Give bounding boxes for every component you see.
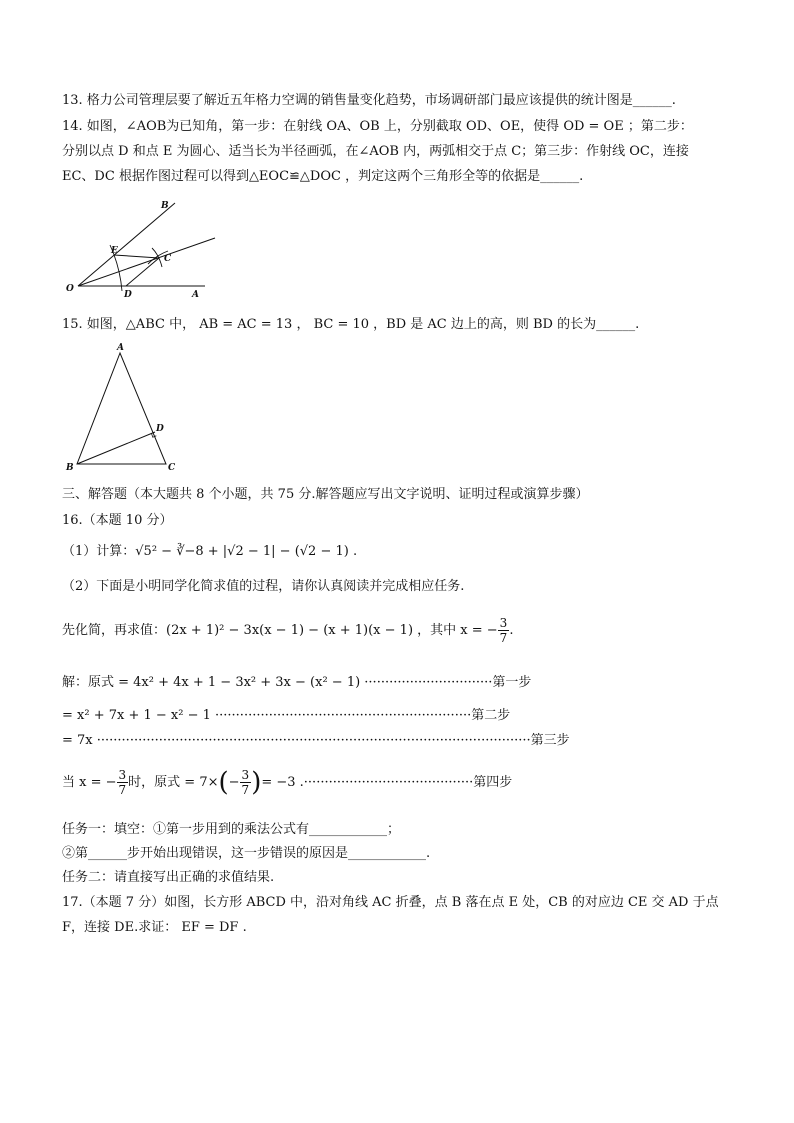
segment-ec [114, 255, 159, 258]
simplify-instruction [62, 616, 513, 645]
triangle-abc-figure [60, 340, 185, 475]
label-b: B [161, 201, 169, 211]
fraction-neg-3-7 [117, 768, 129, 797]
question-14-line-1: 14. 如图，∠AOB为已知角，第一步：在射线 OA、OB 上，分别截取 OD、OE，使得 OD = OE ；第二步： [62, 119, 693, 134]
simplify-end: . [509, 623, 514, 638]
task-1: 任务一：填空：①第一步用到的乘法公式有____________； [62, 822, 401, 837]
question-13: 13. 格力公司管理层要了解近五年格力空调的销售量变化趋势，市场调研部门最应该提供的统计图是______. [62, 93, 676, 108]
fraction-denominator: 7 [499, 631, 508, 645]
simplify-text: 先化简，再求值：(2x + 1)² − 3x(x − 1) − (x + 1)(x − 1) ，其中 x = − [62, 623, 498, 638]
solution-step-3: = 7x ·········································································································第三步 [62, 733, 570, 748]
label-e: E [111, 246, 118, 256]
label-a: A [117, 343, 124, 353]
solution-step-1: 解：原式 = 4x² + 4x + 1 − 3x² + 3x − (x² − 1) ·······························第一步 [62, 675, 532, 690]
label-d: D [156, 424, 164, 434]
step-4-text-a: 当 x = − [62, 775, 117, 790]
fraction-numerator: 3 [499, 616, 508, 630]
task-2: 任务二：请直接写出正确的求值结果. [62, 870, 275, 885]
triangle-abc [77, 353, 166, 464]
label-a: A [192, 290, 199, 300]
question-17-line-1: 17.（本题 7 分）如图，长方形 ABCD 中，沿对角线 AC 折叠，点 B 落在点 E 处，CB 的对应边 CE 交 AD 于点 [62, 895, 719, 910]
question-17-line-2: F，连接 DE.求证： EF = DF . [62, 920, 247, 935]
task-1-continued: ②第______步开始出现错误，这一步错误的原因是____________. [62, 846, 431, 861]
ray-oc [78, 238, 215, 286]
segment-dc [126, 258, 159, 286]
label-d: D [124, 290, 132, 300]
fraction-denominator: 7 [118, 783, 127, 797]
solution-step-2: = x² + 7x + 1 − x² − 1 ······························································第二步 [62, 708, 511, 723]
label-c: C [168, 463, 176, 473]
fraction-neg-3-7 [498, 616, 510, 645]
fraction-numerator: 3 [118, 768, 127, 782]
question-15: 15. 如图，△ABC 中， AB = AC = 13 ， BC = 10 ，BD 是 AC 边上的高，则 BD 的长为______. [62, 317, 640, 332]
ray-ob [78, 203, 175, 286]
label-c: C [164, 254, 172, 264]
question-14-line-3: EC、DC 根据作图过程可以得到△EOC≌△DOC ，判定这两个三角形全等的依据是______. [62, 169, 584, 184]
label-b: B [66, 463, 74, 473]
altitude-bd [77, 432, 155, 464]
fraction-numerator: 3 [241, 768, 250, 782]
angle-bisector-figure [60, 195, 225, 305]
fraction-denominator: 7 [241, 783, 250, 797]
section-3-heading: 三、解答题（本大题共 8 个小题，共 75 分.解答题应写出文字说明、证明过程或演算步骤） [62, 487, 589, 502]
question-16-part-2: （2）下面是小明同学化简求值的过程，请你认真阅读并完成相应任务. [62, 579, 465, 594]
fraction-neg-3-7 [240, 768, 252, 797]
step-4-text-c: = −3 .·········································第四步 [261, 775, 513, 790]
solution-step-4: 当 x = − $\frac{3}{7}$ 时，原式 = 7×(− $\frac{3}{7}$ )= −3 .·········································第四步 [62, 767, 513, 798]
step-4-text-b: 时，原式 = 7× [128, 775, 219, 790]
question-16-header: 16.（本题 10 分） [62, 513, 173, 528]
label-o: O [66, 284, 74, 294]
question-14-line-2: 分别以点 D 和点 E 为圆心、适当长为半径画弧，在∠AOB 内，两弧相交于点 C；第三步：作射线 OC，连接 [62, 144, 689, 159]
question-16-part-1: （1）计算：√5² − ∛−8 + |√2 − 1| − (√2 − 1) . [62, 544, 358, 559]
